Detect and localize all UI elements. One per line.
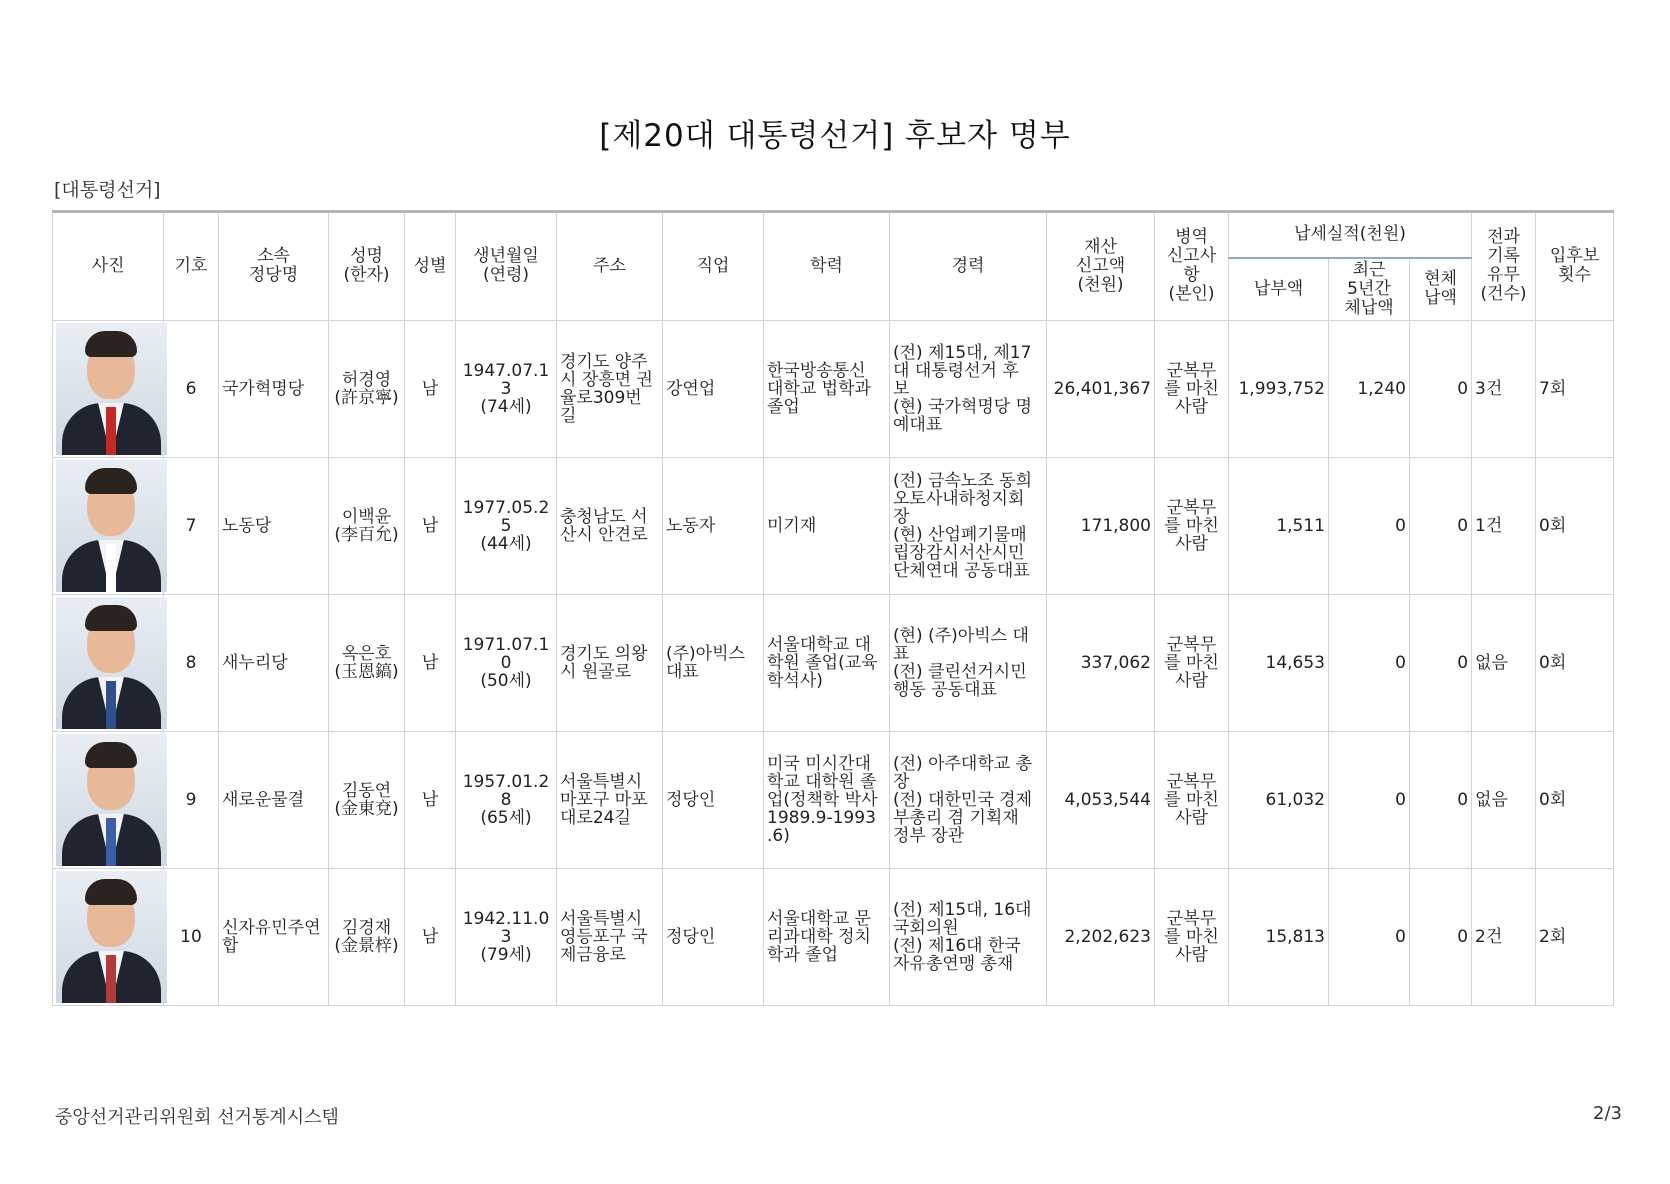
cell-address: 서울특별시 영등포구 국 제금융로 bbox=[557, 868, 663, 1005]
cell-runs: 0회 bbox=[1536, 457, 1614, 594]
table-row bbox=[53, 594, 1614, 731]
header-tax-arrears-now: 현체 납액 bbox=[1410, 258, 1472, 321]
cell-tax-paid: 15,813 bbox=[1229, 868, 1329, 1005]
cell-career: (현) (주)아빅스 대 표 (전) 클린선거시민 행동 공동대표 bbox=[890, 594, 1047, 731]
cell-name: 이백윤 (李百允) bbox=[329, 457, 405, 594]
candidate-photo bbox=[53, 320, 164, 457]
header-tax-paid: 납부액 bbox=[1229, 258, 1329, 321]
cell-tax-arrears-5y: 0 bbox=[1329, 594, 1410, 731]
candidate-photo bbox=[53, 868, 164, 1005]
cell-birth: 1947.07.1 3 (74세) bbox=[456, 320, 557, 457]
cell-job: 노동자 bbox=[663, 457, 764, 594]
header-gender: 성별 bbox=[405, 212, 456, 321]
header-job: 직업 bbox=[663, 212, 764, 321]
cell-party: 신자유민주연 합 bbox=[219, 868, 329, 1005]
header-name: 성명 (한자) bbox=[329, 212, 405, 321]
cell-job: 정당인 bbox=[663, 731, 764, 868]
cell-birth: 1942.11.0 3 (79세) bbox=[456, 868, 557, 1005]
cell-number: 8 bbox=[164, 594, 219, 731]
cell-criminal: 없음 bbox=[1472, 594, 1536, 731]
cell-tax-paid: 14,653 bbox=[1229, 594, 1329, 731]
cell-party: 새누리당 bbox=[219, 594, 329, 731]
cell-education: 한국방송통신 대학교 법학과 졸업 bbox=[764, 320, 890, 457]
section-label: [대통령선거] bbox=[54, 179, 161, 201]
cell-party: 국가혁명당 bbox=[219, 320, 329, 457]
header-tax-arrears-5y: 최근 5년간 체납액 bbox=[1329, 258, 1410, 321]
page-number: 2/3 bbox=[1593, 1103, 1622, 1124]
cell-tax-arrears-now: 0 bbox=[1410, 868, 1472, 1005]
portrait-image bbox=[56, 734, 167, 866]
cell-party: 노동당 bbox=[219, 457, 329, 594]
cell-criminal: 2건 bbox=[1472, 868, 1536, 1005]
cell-address: 경기도 양주 시 장흥면 권 율로309번 길 bbox=[557, 320, 663, 457]
cell-job: 강연업 bbox=[663, 320, 764, 457]
header-military: 병역 신고사 항 (본인) bbox=[1155, 212, 1229, 321]
footer-org: 중앙선거관리위원회 선거통계시스템 bbox=[55, 1107, 339, 1128]
candidate-photo bbox=[53, 457, 164, 594]
cell-job: (주)아빅스 대표 bbox=[663, 594, 764, 731]
cell-criminal: 1건 bbox=[1472, 457, 1536, 594]
cell-number: 6 bbox=[164, 320, 219, 457]
cell-tax-arrears-5y: 0 bbox=[1329, 457, 1410, 594]
table-row bbox=[53, 320, 1614, 457]
table-row bbox=[53, 868, 1614, 1005]
cell-tax-arrears-now: 0 bbox=[1410, 594, 1472, 731]
cell-name: 김경재 (金景梓) bbox=[329, 868, 405, 1005]
cell-education: 미기재 bbox=[764, 457, 890, 594]
cell-runs: 0회 bbox=[1536, 594, 1614, 731]
portrait-image bbox=[56, 597, 167, 729]
cell-military: 군복무 를 마친 사람 bbox=[1155, 868, 1229, 1005]
page-title: [제20대 대통령선거] 후보자 명부 bbox=[599, 118, 1071, 154]
cell-name: 김동연 (金東兗) bbox=[329, 731, 405, 868]
cell-address: 서울특별시 마포구 마포 대로24길 bbox=[557, 731, 663, 868]
header-criminal: 전과 기록 유무 (건수) bbox=[1472, 212, 1536, 321]
cell-gender: 남 bbox=[405, 731, 456, 868]
cell-birth: 1971.07.1 0 (50세) bbox=[456, 594, 557, 731]
cell-tax-paid: 1,511 bbox=[1229, 457, 1329, 594]
cell-education: 서울대학교 문 리과대학 정치 학과 졸업 bbox=[764, 868, 890, 1005]
cell-career: (전) 금속노조 동희 오토사내하청지회 장 (현) 산업폐기물매 립장감시서산시민 단체연대 공동대표 bbox=[890, 457, 1047, 594]
header-address: 주소 bbox=[557, 212, 663, 321]
cell-criminal: 없음 bbox=[1472, 731, 1536, 868]
cell-military: 군복무 를 마친 사람 bbox=[1155, 457, 1229, 594]
cell-education: 서울대학교 대 학원 졸업(교육 학석사) bbox=[764, 594, 890, 731]
candidate-photo bbox=[53, 731, 164, 868]
cell-tax-arrears-now: 0 bbox=[1410, 457, 1472, 594]
cell-number: 7 bbox=[164, 457, 219, 594]
header-birth: 생년월일 (연령) bbox=[456, 212, 557, 321]
cell-job: 정당인 bbox=[663, 868, 764, 1005]
header-career: 경력 bbox=[890, 212, 1047, 321]
cell-tax-arrears-5y: 0 bbox=[1329, 868, 1410, 1005]
cell-tax-paid: 1,993,752 bbox=[1229, 320, 1329, 457]
cell-number: 9 bbox=[164, 731, 219, 868]
table-row bbox=[53, 731, 1614, 868]
cell-criminal: 3건 bbox=[1472, 320, 1536, 457]
cell-career: (전) 아주대학교 총 장 (전) 대한민국 경제 부총리 겸 기획재 정부 장관 bbox=[890, 731, 1047, 868]
cell-runs: 2회 bbox=[1536, 868, 1614, 1005]
cell-tax-paid: 61,032 bbox=[1229, 731, 1329, 868]
header-party: 소속 정당명 bbox=[219, 212, 329, 321]
portrait-image bbox=[56, 323, 167, 455]
cell-property: 4,053,544 bbox=[1047, 731, 1155, 868]
header-education: 학력 bbox=[764, 212, 890, 321]
cell-tax-arrears-now: 0 bbox=[1410, 320, 1472, 457]
cell-military: 군복무 를 마친 사람 bbox=[1155, 594, 1229, 731]
cell-number: 10 bbox=[164, 868, 219, 1005]
cell-name: 허경영 (許京寧) bbox=[329, 320, 405, 457]
cell-birth: 1977.05.2 5 (44세) bbox=[456, 457, 557, 594]
portrait-image bbox=[56, 871, 167, 1003]
header-property: 재산 신고액 (천원) bbox=[1047, 212, 1155, 321]
table-row bbox=[53, 457, 1614, 594]
portrait-image bbox=[56, 460, 167, 592]
cell-career: (전) 제15대, 16대 국회의원 (전) 제16대 한국 자유총연맹 총재 bbox=[890, 868, 1047, 1005]
cell-gender: 남 bbox=[405, 594, 456, 731]
header-photo: 사진 bbox=[53, 212, 164, 321]
cell-tax-arrears-now: 0 bbox=[1410, 731, 1472, 868]
header-tax-group: 납세실적(천원) bbox=[1229, 212, 1472, 258]
cell-address: 충청남도 서 산시 안견로 bbox=[557, 457, 663, 594]
candidate-photo bbox=[53, 594, 164, 731]
cell-education: 미국 미시간대 학교 대학원 졸 업(정책학 박사 1989.9-1993 .6) bbox=[764, 731, 890, 868]
cell-career: (전) 제15대, 제17 대 대통령선거 후 보 (현) 국가혁명당 명 예대표 bbox=[890, 320, 1047, 457]
cell-address: 경기도 의왕 시 원골로 bbox=[557, 594, 663, 731]
cell-runs: 0회 bbox=[1536, 731, 1614, 868]
cell-party: 새로운물결 bbox=[219, 731, 329, 868]
header-runs: 입후보 횟수 bbox=[1536, 212, 1614, 321]
cell-property: 171,800 bbox=[1047, 457, 1155, 594]
cell-runs: 7회 bbox=[1536, 320, 1614, 457]
cell-military: 군복무 를 마친 사람 bbox=[1155, 731, 1229, 868]
cell-birth: 1957.01.2 8 (65세) bbox=[456, 731, 557, 868]
cell-gender: 남 bbox=[405, 320, 456, 457]
cell-military: 군복무 를 마친 사람 bbox=[1155, 320, 1229, 457]
cell-property: 2,202,623 bbox=[1047, 868, 1155, 1005]
cell-property: 337,062 bbox=[1047, 594, 1155, 731]
header-number: 기호 bbox=[164, 212, 219, 321]
cell-tax-arrears-5y: 0 bbox=[1329, 731, 1410, 868]
cell-tax-arrears-5y: 1,240 bbox=[1329, 320, 1410, 457]
cell-gender: 남 bbox=[405, 457, 456, 594]
cell-property: 26,401,367 bbox=[1047, 320, 1155, 457]
cell-gender: 남 bbox=[405, 868, 456, 1005]
cell-name: 옥은호 (玉恩鎬) bbox=[329, 594, 405, 731]
candidate-table bbox=[52, 210, 1614, 1006]
